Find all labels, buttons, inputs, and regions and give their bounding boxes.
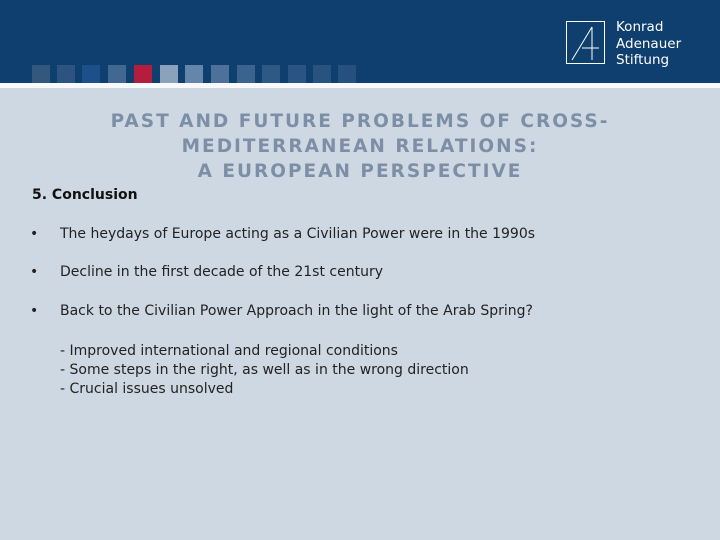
sub-item: - Some steps in the right, as well as in the wrong direction (60, 362, 469, 378)
color-square (338, 65, 356, 83)
header-bar (0, 0, 720, 83)
bullet-symbol: • (30, 264, 39, 280)
color-square (211, 65, 229, 83)
section-heading: 5. Conclusion (32, 187, 138, 203)
color-square (288, 65, 306, 83)
sub-item: - Crucial issues unsolved (60, 381, 234, 397)
color-square (262, 65, 280, 83)
title-line: MEDITERRANEAN RELATIONS: (181, 136, 539, 157)
logo-line: Konrad (616, 19, 664, 35)
color-square (185, 65, 203, 83)
title-line: PAST AND FUTURE PROBLEMS OF CROSS- (110, 111, 610, 132)
bullet-symbol: • (30, 226, 39, 242)
bullet-text: The heydays of Europe acting as a Civilian Power were in the 1990s (60, 226, 536, 242)
color-square (108, 65, 126, 83)
logo-line: Adenauer (616, 35, 682, 52)
color-square (313, 65, 331, 83)
logo-wordmark (616, 19, 681, 69)
color-square (134, 65, 152, 83)
logo-a-mark-icon (567, 22, 604, 63)
color-square (237, 65, 255, 83)
color-square (32, 65, 50, 83)
color-square (82, 65, 100, 83)
kas-logo-icon (566, 21, 605, 64)
sub-item: - Improved international and regional conditions (60, 343, 398, 359)
bullet-text: Back to the Civilian Power Approach in the light of the Arab Spring? (60, 303, 533, 319)
color-square (160, 65, 178, 83)
title-line: A EUROPEAN PERSPECTIVE (197, 161, 523, 182)
sub-item-list (60, 342, 469, 399)
bullet-text: Decline in the first decade of the 21st century (60, 264, 383, 280)
header-divider (0, 83, 720, 88)
slide-title (60, 109, 660, 184)
color-square (57, 65, 75, 83)
bullet-symbol: • (30, 303, 39, 319)
logo-line: Stiftung (616, 52, 670, 68)
